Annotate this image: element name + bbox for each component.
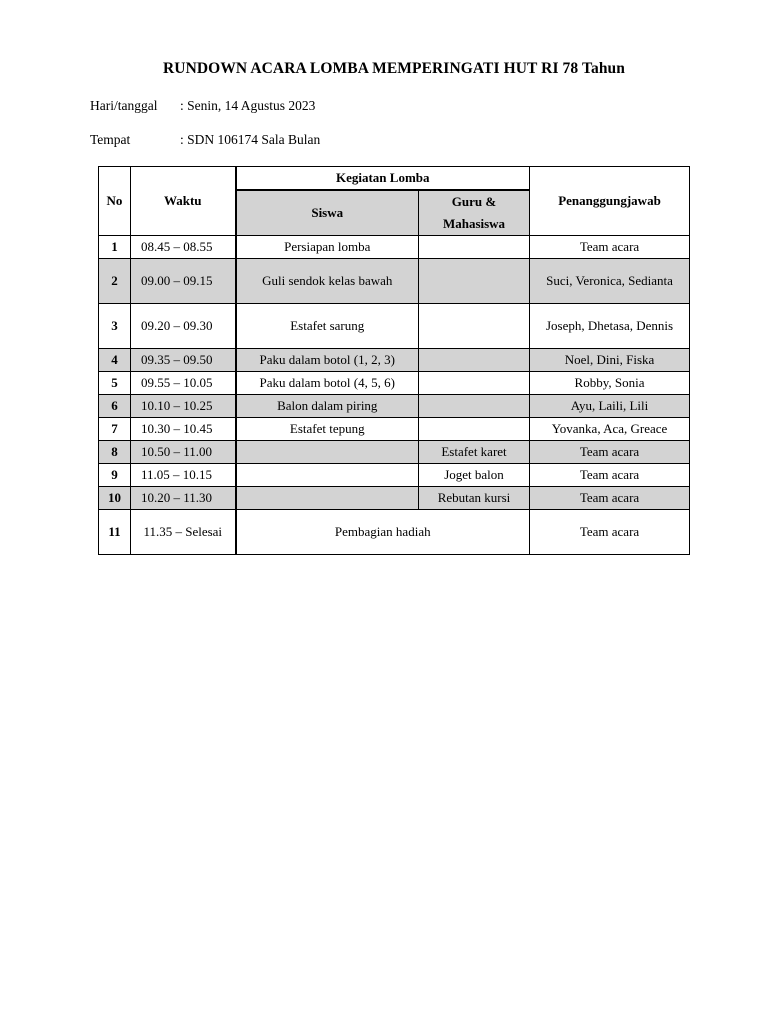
header-no: No <box>99 167 131 236</box>
row-no: 4 <box>99 349 131 372</box>
row-no: 7 <box>99 418 131 441</box>
row-no: 2 <box>99 259 131 304</box>
row-siswa: Estafet tepung <box>236 418 419 441</box>
row-guru <box>419 395 530 418</box>
row-penanggungjawab: Yovanka, Aca, Greace <box>530 418 690 441</box>
rundown-table <box>98 166 690 555</box>
row-waktu: 09.00 – 09.15 <box>131 259 236 304</box>
row-no: 6 <box>99 395 131 418</box>
table-header-row <box>99 167 690 191</box>
table-row <box>99 441 690 464</box>
row-no: 8 <box>99 441 131 464</box>
row-waktu: 09.20 – 09.30 <box>131 304 236 349</box>
meta-date <box>90 98 315 114</box>
row-waktu: 08.45 – 08.55 <box>131 236 236 259</box>
meta-place-label: Tempat <box>90 132 131 147</box>
header-kegiatan: Kegiatan Lomba <box>236 167 530 191</box>
row-siswa: Guli sendok kelas bawah <box>236 259 419 304</box>
row-penanggungjawab: Team acara <box>530 510 690 555</box>
meta-place-value: : SDN 106174 Sala Bulan <box>180 132 321 147</box>
row-guru <box>419 372 530 395</box>
row-guru <box>419 349 530 372</box>
table-row <box>99 304 690 349</box>
row-no: 1 <box>99 236 131 259</box>
row-waktu: 10.50 – 11.00 <box>131 441 236 464</box>
table-row <box>99 487 690 510</box>
meta-date-value: : Senin, 14 Agustus 2023 <box>180 98 316 113</box>
row-penanggungjawab: Team acara <box>530 236 690 259</box>
row-guru <box>419 418 530 441</box>
row-waktu: 10.20 – 11.30 <box>131 487 236 510</box>
row-waktu: 11.05 – 10.15 <box>131 464 236 487</box>
row-no: 5 <box>99 372 131 395</box>
header-guru: Guru & Mahasiswa <box>419 190 530 236</box>
row-siswa: Paku dalam botol (4, 5, 6) <box>236 372 419 395</box>
table-row <box>99 259 690 304</box>
row-waktu: 09.35 – 09.50 <box>131 349 236 372</box>
meta-place <box>90 132 320 148</box>
row-no: 9 <box>99 464 131 487</box>
row-no: 11 <box>99 510 131 555</box>
row-siswa: Paku dalam botol (1, 2, 3) <box>236 349 419 372</box>
table-row <box>99 510 690 555</box>
row-penanggungjawab: Noel, Dini, Fiska <box>530 349 690 372</box>
table-row <box>99 464 690 487</box>
header-penanggungjawab: Penanggungjawab <box>530 167 690 236</box>
table-row <box>99 418 690 441</box>
row-guru <box>419 259 530 304</box>
row-no: 3 <box>99 304 131 349</box>
row-guru: Estafet karet <box>419 441 530 464</box>
row-guru <box>419 236 530 259</box>
header-waktu: Waktu <box>131 167 236 236</box>
row-guru <box>419 304 530 349</box>
row-waktu: 09.55 – 10.05 <box>131 372 236 395</box>
row-siswa <box>236 487 419 510</box>
row-no: 10 <box>99 487 131 510</box>
table-row <box>99 372 690 395</box>
document-title: RUNDOWN ACARA LOMBA MEMPERINGATI HUT RI 78 Tahun <box>163 60 625 77</box>
row-penanggungjawab: Team acara <box>530 464 690 487</box>
row-siswa: Balon dalam piring <box>236 395 419 418</box>
row-penanggungjawab: Team acara <box>530 441 690 464</box>
row-waktu: 10.30 – 10.45 <box>131 418 236 441</box>
row-penanggungjawab: Robby, Sonia <box>530 372 690 395</box>
row-waktu: 11.35 – Selesai <box>131 510 236 555</box>
row-penanggungjawab: Ayu, Laili, Lili <box>530 395 690 418</box>
row-siswa: Estafet sarung <box>236 304 419 349</box>
table-row <box>99 349 690 372</box>
header-siswa: Siswa <box>236 190 419 236</box>
row-penanggungjawab: Joseph, Dhetasa, Dennis <box>530 304 690 349</box>
table-row <box>99 236 690 259</box>
row-kegiatan-merged: Pembagian hadiah <box>236 510 530 555</box>
row-penanggungjawab: Team acara <box>530 487 690 510</box>
row-guru: Rebutan kursi <box>419 487 530 510</box>
row-waktu: 10.10 – 10.25 <box>131 395 236 418</box>
row-penanggungjawab: Suci, Veronica, Sedianta <box>530 259 690 304</box>
row-siswa <box>236 464 419 487</box>
meta-date-label: Hari/tanggal <box>90 98 158 113</box>
row-siswa: Persiapan lomba <box>236 236 419 259</box>
row-siswa <box>236 441 419 464</box>
table-row <box>99 395 690 418</box>
row-guru: Joget balon <box>419 464 530 487</box>
